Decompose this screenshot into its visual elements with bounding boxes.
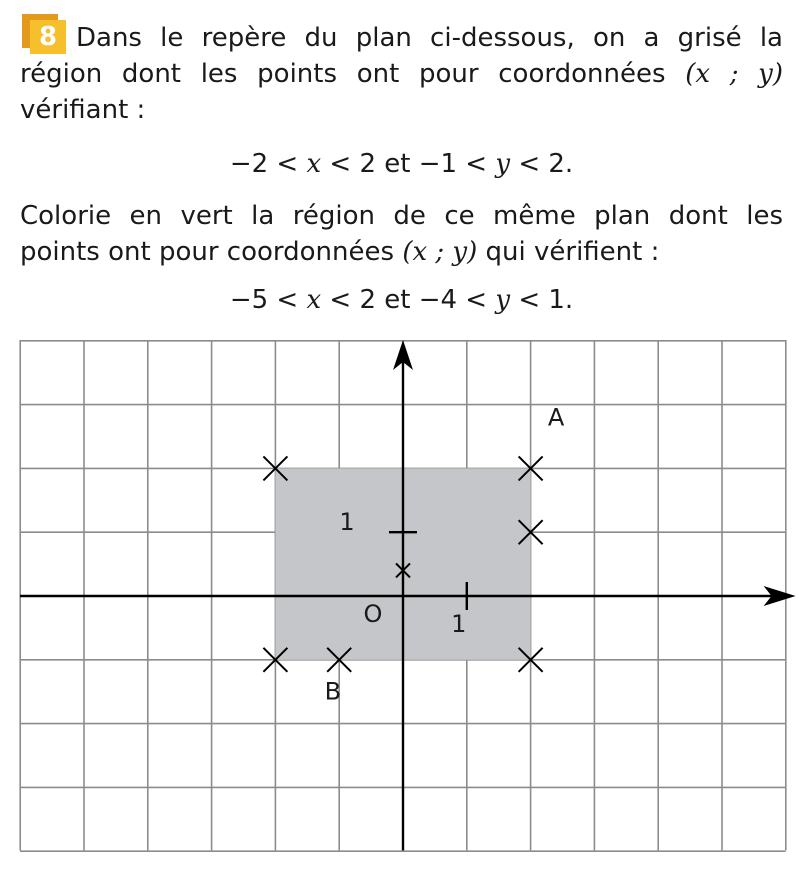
unit-y-label: 1 bbox=[339, 508, 355, 537]
point-a-label: A bbox=[547, 403, 565, 432]
point-b-label: B bbox=[324, 677, 342, 706]
second-condition-part1: −5 < bbox=[229, 285, 307, 315]
intro-coord-pair: (x ; y) bbox=[685, 59, 783, 89]
first-condition-part3: < 2. bbox=[510, 149, 574, 179]
intro-line-1: Dans le repère du plan ci-dessous, on a grisé la bbox=[76, 23, 783, 53]
axes bbox=[20, 340, 796, 850]
task-line-2-after: qui vérifient : bbox=[477, 237, 660, 267]
first-condition-var-x: x bbox=[306, 149, 322, 179]
first-condition-part1: −2 < bbox=[229, 149, 307, 179]
task-line-1: Colorie en vert la région de ce même plan dont les bbox=[20, 201, 783, 231]
second-condition-var-x: x bbox=[306, 285, 322, 315]
task-coord-pair: (x ; y) bbox=[402, 237, 478, 267]
first-condition-part2: < 2 et −1 < bbox=[321, 149, 496, 179]
second-condition-var-y: y bbox=[495, 285, 511, 315]
second-condition-part3: < 1. bbox=[510, 285, 574, 315]
intro-line-3: vérifiant : bbox=[20, 95, 146, 125]
second-condition-part2: < 2 et −4 < bbox=[321, 285, 496, 315]
first-condition-var-y: y bbox=[495, 149, 511, 179]
exercise-number: 8 bbox=[30, 20, 66, 54]
intro-line-2-text: région dont les points ont pour coordonnées bbox=[20, 59, 686, 89]
task-line-2-before: points ont pour coordonnées bbox=[20, 237, 403, 267]
origin-label: O bbox=[363, 600, 383, 628]
unit-x-label: 1 bbox=[451, 610, 467, 638]
